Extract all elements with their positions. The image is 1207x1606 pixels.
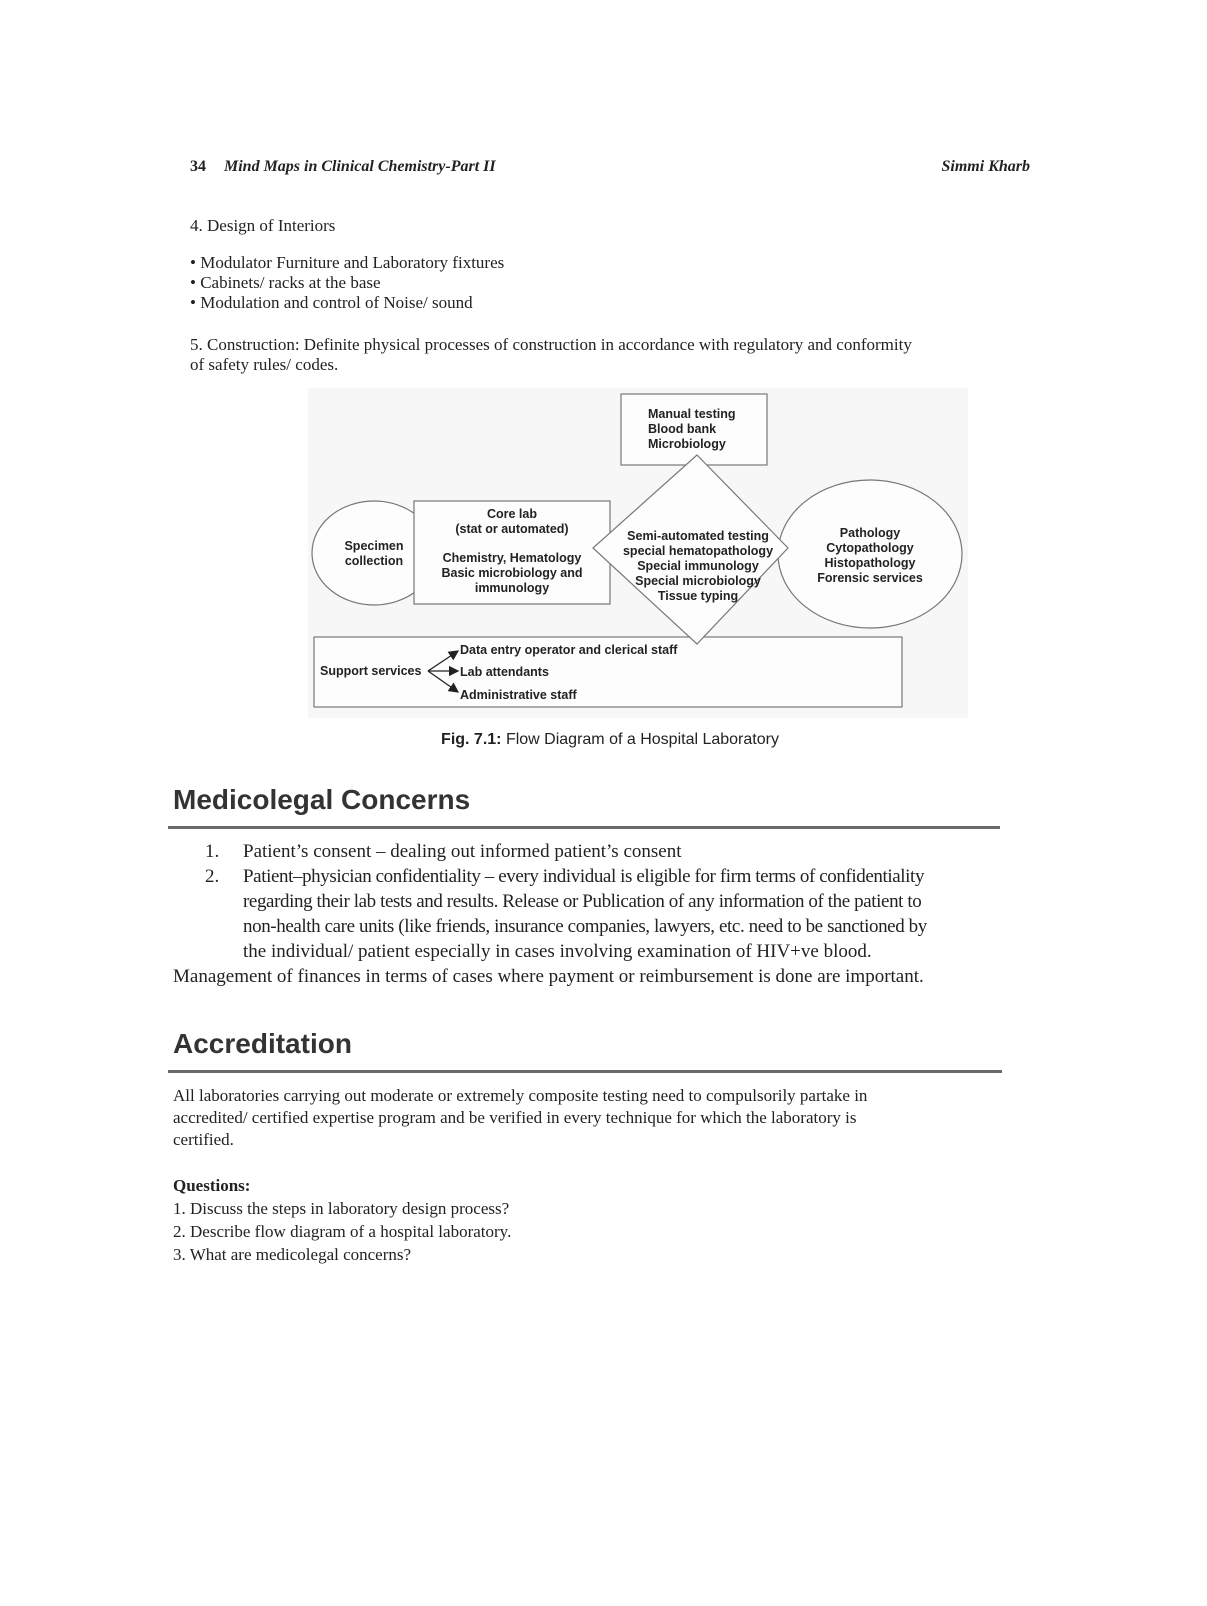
paragraph-line: All laboratories carrying out moderate or extremely composite testing need to compulsorily partake in (173, 1086, 868, 1105)
questions-title: Questions: (173, 1176, 251, 1195)
design-bullet-list (190, 253, 504, 313)
core-lab-line: Core lab (486, 507, 538, 521)
question-item: 2. Describe flow diagram of a hospital laboratory. (173, 1222, 512, 1241)
semi-line: Special immunology (637, 559, 759, 573)
specimen-line: collection (344, 554, 404, 568)
figure-caption (310, 731, 910, 749)
figure-caption-label: Fig. 7.1: (441, 731, 502, 748)
list-item-line: Patient’s consent – dealing out informed patient’s consent (243, 841, 682, 862)
section-divider (168, 1070, 1002, 1073)
list-item-line: non-health care units (like friends, insurance companies, lawyers, etc. need to be sanctioned by (243, 916, 927, 937)
pathology-line: Pathology (839, 526, 901, 540)
author-name: Simmi Kharb (941, 158, 1030, 175)
manual-line: Microbiology (648, 437, 726, 451)
list-item: • Modulator Furniture and Laboratory fixtures (190, 253, 505, 272)
semi-line: Semi-automated testing (627, 529, 769, 543)
section-title-accreditation: Accreditation (173, 1028, 352, 1059)
book-title: Mind Maps in Clinical Chemistry-Part II (224, 158, 496, 175)
lab-flow-diagram (308, 388, 968, 718)
questions-block (173, 1174, 511, 1266)
construction-paragraph (190, 335, 1020, 375)
semi-line: special hematopathology (622, 544, 774, 558)
core-lab-line: Chemistry, Hematology (442, 551, 582, 565)
paragraph-line: of safety rules/ codes. (190, 355, 339, 374)
list-item-line: the individual/ patient especially in cases involving examination of HIV+ve blood. (243, 941, 872, 962)
list-item-line: Patient–physician confidentiality – every individual is eligible for firm terms of confidentiality (243, 866, 925, 887)
support-item: Lab attendants (460, 665, 549, 679)
list-item (205, 864, 1020, 964)
list-item: • Cabinets/ racks at the base (190, 273, 381, 292)
paragraph-line: 5. Construction: Definite physical processes of construction in accordance with regulatory and conformity (190, 335, 912, 354)
section-title-medicolegal: Medicolegal Concerns (173, 784, 471, 815)
semi-line: Tissue typing (657, 589, 739, 603)
design-heading: 4. Design of Interiors (190, 216, 336, 235)
semi-line: Special microbiology (635, 574, 761, 588)
question-item: 3. What are medicolegal concerns? (173, 1245, 412, 1264)
core-lab-line: immunology (474, 581, 550, 595)
figure-caption-text: Flow Diagram of a Hospital Laboratory (501, 731, 779, 748)
list-item-line: regarding their lab tests and results. Release or Publication of any information of the patient to (243, 891, 922, 912)
core-lab-line: Basic microbiology and (441, 566, 583, 580)
list-number: 1. (205, 841, 220, 862)
page-number: 34 (190, 158, 206, 175)
manual-line: Blood bank (648, 422, 717, 436)
pathology-line: Forensic services (817, 571, 923, 585)
paragraph-line: accredited/ certified expertise program and be verified in every technique for which the laboratory is (173, 1108, 857, 1127)
list-item: • Modulation and control of Noise/ sound (190, 293, 473, 312)
list-number: 2. (205, 866, 220, 887)
medicolegal-list (205, 839, 1020, 964)
support-services-label: Support services (320, 664, 422, 678)
pathology-line: Cytopathology (826, 541, 914, 555)
pathology-line: Histopathology (824, 556, 916, 570)
support-item: Administrative staff (460, 688, 577, 702)
running-header (190, 158, 1030, 182)
core-lab-line: (stat or automated) (455, 522, 569, 536)
accreditation-paragraph (173, 1085, 1013, 1151)
section-divider (168, 826, 1000, 829)
manual-line: Manual testing (648, 407, 736, 421)
specimen-line: Specimen (344, 539, 404, 553)
list-item (205, 839, 1020, 864)
paragraph-line: certified. (173, 1130, 234, 1149)
support-item: Data entry operator and clerical staff (460, 643, 678, 657)
medicolegal-closing: Management of finances in terms of cases where payment or reimbursement is done are important. (173, 966, 924, 987)
question-item: 1. Discuss the steps in laboratory design process? (173, 1199, 510, 1218)
